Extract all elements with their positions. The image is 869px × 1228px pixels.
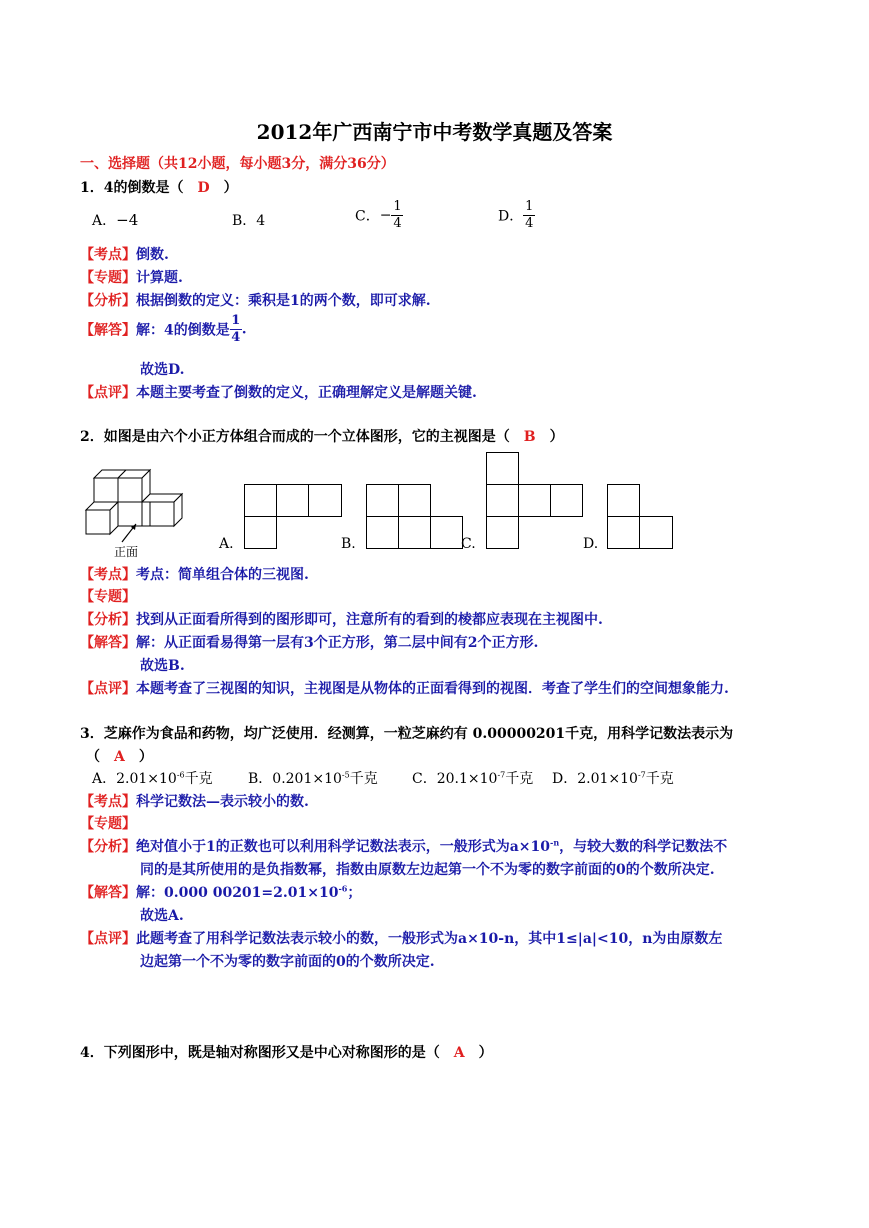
q2-opt-c-label: C. [461, 536, 476, 552]
q1-option-d: D． $\frac{1}{4}$ [498, 199, 534, 231]
q2-opt-b-label: B. [341, 536, 356, 552]
q3-fenxi-cont: 同的是其所使用的是负指数幂，指数由原数左边起第一个不为零的数字前面的0的个数所决定. [140, 862, 715, 878]
page-title: 2012年广西南宁市中考数学真题及答案 [256, 120, 613, 144]
q3-stem: 3．芝麻作为食品和药物，均广泛使用．经测算，一粒芝麻约有 0.00000201千克，用科学记数法表示为 [80, 726, 734, 742]
q1-answer: D [197, 180, 210, 196]
q3-option-c: C．$20.1\times 10^{-7}$千克 [412, 770, 534, 787]
q2-answer: B [523, 429, 536, 445]
q2-opt-a-label: A. [219, 536, 234, 552]
q3-option-a: A．$2.01\times 10^{-6}$千克 [92, 770, 213, 787]
q1-jieda-conclusion: 故选D. [140, 362, 185, 378]
q4-answer: A [453, 1045, 465, 1061]
q4-stem: 4．下列图形中，既是轴对称图形又是中心对称图形的是（ A ） [80, 1045, 493, 1061]
q2-jieda-conclusion: 故选B. [140, 658, 185, 674]
q3-jieda: 【解答】解：0.000 $00201=2.01\times 10^{-6}$； [80, 883, 362, 901]
q2-stem: 2．如图是由六个小正方体组合而成的一个立体图形，它的主视图是（ B ） [80, 429, 564, 445]
q2-opt-d-label: D. [583, 536, 599, 552]
q3-answer: A [114, 749, 125, 765]
q1-dianping: 【点评】本题主要考查了倒数的定义，正确理解定义是解题关键. [80, 385, 477, 401]
q1-option-c: C．− $\frac{1}{4}$ [355, 199, 402, 231]
q3-option-d: D．$2.01\times 10^{-7}$千克 [552, 770, 674, 787]
cube-solid-figure [82, 462, 188, 560]
q3-jieda-conclusion: 故选A. [140, 908, 184, 924]
q2-zhuanti: 【专题】 [80, 589, 136, 605]
q1-option-b: B．4 [232, 213, 266, 229]
q3-option-b: B．$0.201\times 10^{-5}$千克 [248, 770, 378, 787]
q2-dianping: 【点评】本题考查了三视图的知识，主视图是从物体的正面看得到的视图．考查了学生们的空间想象能力. [80, 681, 729, 697]
q1-option-a: A．−4 [92, 211, 139, 229]
q1-kaodian: 【考点】倒数. [80, 247, 169, 263]
q3-answer-line: （ A ） [86, 749, 153, 765]
front-label: 正面 [114, 545, 139, 559]
q2-jieda: 【解答】解：从正面看易得第一层有3个正方形，第二层中间有2个正方形. [80, 635, 539, 651]
q3-dianping: 【点评】此题考查了用科学记数法表示较小的数，一般形式为a×10-n，其中1≤|a|<10，n为由原数左 [80, 931, 723, 947]
q2-fenxi: 【分析】找到从正面看所得到的图形即可，注意所有的看到的棱都应表现在主视图中. [80, 612, 603, 628]
q1-jieda: 【解答】解：4的倒数是 $\frac{1}{4}$ . [80, 313, 247, 345]
q3-fenxi: 【分析】绝对值小于1的正数也可以利用科学记数法表示，一般形式为$a\times 10^{-n}$，与较大数的科学记数法不 [80, 837, 728, 855]
q3-kaodian: 【考点】科学记数法—表示较小的数. [80, 794, 309, 810]
q2-kaodian: 【考点】考点：简单组合体的三视图. [80, 567, 309, 583]
q1-zhuanti: 【专题】计算题. [80, 270, 183, 286]
section-heading: 一、选择题（共12小题，每小题3分，满分36分） [80, 156, 395, 172]
q3-zhuanti: 【专题】 [80, 816, 136, 832]
q3-dianping-cont: 边起第一个不为零的数字前面的0的个数所决定. [140, 954, 435, 970]
q1-stem: 1．4的倒数是（ D ） [80, 180, 238, 196]
q1-fenxi: 【分析】根据倒数的定义：乘积是1的两个数，即可求解. [80, 293, 431, 309]
